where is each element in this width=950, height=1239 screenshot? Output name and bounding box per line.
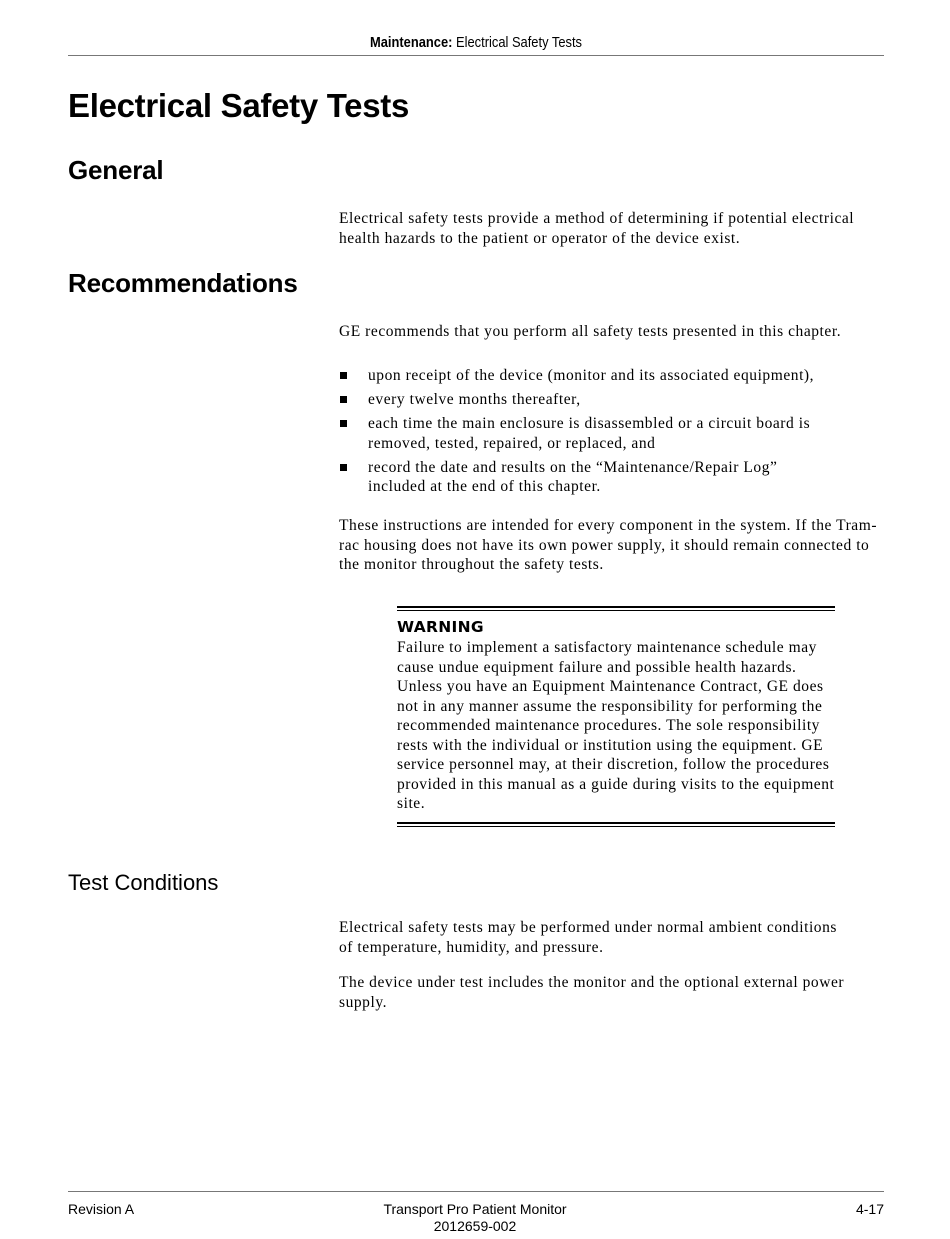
warning-text: Failure to implement a satisfactory maintenance schedule may cause undue equipment failure and possible health hazards. Unless you have an Equipment Maintenance Contract, GE does not in any manner assume the responsibility for performing the recommended maintenance procedures. The sole responsibility rests with the individual or institution using the equipment. GE service personnel may, at their discretion, follow the procedures provided in this manual as a guide during visits to the equipment site.: [397, 639, 835, 812]
bullet-square-icon: [340, 464, 347, 471]
test-conditions-heading: Test Conditions: [68, 870, 219, 895]
test-conditions-paragraph-2: The device under test includes the monitor and the optional external power supply.: [339, 974, 845, 1011]
bullet-square-icon: [340, 372, 347, 379]
list-item: [339, 414, 868, 453]
list-item: [339, 366, 879, 386]
footer-revision: Revision A: [68, 1201, 135, 1217]
running-header: [125, 34, 827, 51]
bullet-square-icon: [340, 420, 347, 427]
warning-top-rule: [397, 606, 835, 611]
page-title: Electrical Safety Tests: [68, 87, 410, 124]
bullet-square-icon: [340, 396, 347, 403]
footer-product-name: Transport Pro Patient Monitor: [383, 1201, 567, 1217]
general-heading: General: [68, 155, 164, 185]
list-item: [339, 458, 838, 497]
recommendations-list: [339, 366, 879, 501]
list-item-text: each time the main enclosure is disassembled or a circuit board is removed, tested, repaired, or replaced, and: [368, 415, 811, 452]
header-section-label: Maintenance:: [370, 34, 453, 51]
list-item-text: record the date and results on the “Maintenance/Repair Log” included at the end of this chapter.: [368, 458, 778, 495]
footer-divider: [68, 1191, 884, 1192]
list-item: [339, 390, 879, 410]
general-paragraph: Electrical safety tests provide a method of determining if potential electrical health hazards to the patient or operator of the device exist.: [339, 210, 855, 247]
recommendations-heading: Recommendations: [68, 268, 298, 298]
component-instructions-paragraph: These instructions are intended for every component in the system. If the Tram-rac housing does not have its own power supply, it should remain connected to the monitor throughout the safety tests.: [339, 517, 878, 573]
footer-part-number: 2012659-002: [433, 1218, 517, 1234]
header-divider: [68, 55, 884, 56]
header-section-title: Electrical Safety Tests: [456, 34, 582, 51]
warning-title: WARNING: [397, 618, 484, 636]
footer-product-info: [275, 1201, 675, 1235]
test-conditions-paragraph-1: Electrical safety tests may be performed under normal ambient conditions of temperature, humidity, and pressure.: [339, 919, 837, 956]
warning-bottom-rule: [397, 822, 835, 827]
warning-box: [397, 606, 835, 827]
list-item-text: every twelve months thereafter,: [368, 391, 581, 408]
list-item-text: upon receipt of the device (monitor and its associated equipment),: [368, 367, 815, 384]
footer-page-number: 4-17: [855, 1201, 884, 1217]
recommendations-intro: GE recommends that you perform all safety tests presented in this chapter.: [339, 323, 842, 340]
